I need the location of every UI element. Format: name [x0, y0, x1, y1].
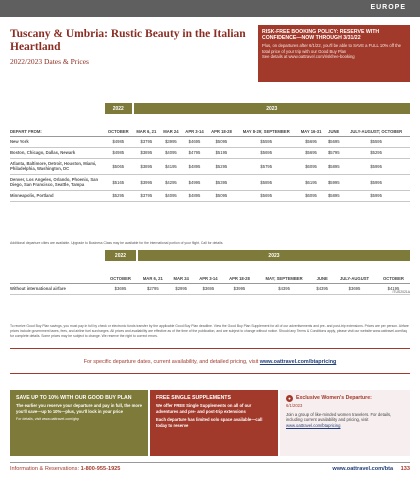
column-header: OCTOBER — [377, 261, 410, 283]
price-cell: $5295 — [104, 190, 133, 201]
single-body: We offer FREE Single Supplements on all of our adventures and pre- and post-trip extensions — [156, 403, 252, 414]
price-cell: $4795 — [182, 147, 207, 158]
price-cell: $5295 — [342, 147, 410, 158]
price-cell: $3995 — [160, 136, 182, 147]
good-buy-plan-box — [10, 390, 148, 456]
price-cell: $3995 — [133, 174, 161, 190]
price-cell: $2795 — [137, 283, 169, 294]
price-table-with-airfare — [10, 103, 410, 202]
column-header: APR 18-28 — [223, 261, 256, 283]
departure-city: New York — [10, 136, 104, 147]
price-cell: $6095 — [297, 190, 325, 201]
column-header: JUNE — [325, 114, 342, 136]
column-header: MAR 6, 21 — [133, 114, 161, 136]
price-cell: $5995 — [325, 174, 342, 190]
price-cell: $3895 — [133, 147, 161, 158]
column-header: JULY-AUGUST; OCTOBER — [342, 114, 410, 136]
section-bar — [0, 0, 420, 17]
page-footer — [10, 462, 410, 472]
single-body-2: Each departure has limited solo space available—call today to reserve — [156, 417, 263, 428]
womens-link[interactable]: www.oattravel.com/btapricing — [286, 422, 341, 428]
table1-footnote: Additional departure cities are available. Upgrade to Business Class may be available for the international portion of your flight. Call for details. — [10, 241, 224, 245]
price-cell: $5395 — [207, 174, 235, 190]
good-buy-link[interactable]: For details, visit www.oattravel.com/gbp — [16, 417, 80, 422]
promo-link[interactable]: See details at www.oattravel.com/riskfree-booking — [262, 54, 355, 60]
table-row — [10, 283, 410, 294]
page-number: 133 — [400, 466, 410, 472]
price-cell: $5595 — [236, 136, 297, 147]
column-header: MAY 8-29; SEPTEMBER — [236, 114, 297, 136]
price-cell: $5895 — [236, 174, 297, 190]
info-label: Information & Reservations: — [10, 466, 80, 472]
price-table-without-airfare — [10, 250, 410, 295]
pricing-cta — [10, 348, 410, 374]
price-cell: $5065 — [104, 158, 133, 174]
price-cell: $3695 — [104, 283, 137, 294]
footer-url[interactable]: www.oattravel.com/bta — [332, 466, 394, 472]
price-cell: $3895 — [133, 158, 161, 174]
price-cell: $4985 — [104, 136, 133, 147]
good-buy-body: The earlier you reserve your departure and pay in full, the more you'll save—up to 10%—plus, you'll lock in your price — [16, 403, 142, 414]
price-cell: $5095 — [207, 136, 235, 147]
section-label: EUROPE — [370, 4, 406, 11]
column-header: JUNE — [312, 261, 332, 283]
table-row — [10, 190, 410, 201]
price-cell: $4095 — [160, 190, 182, 201]
column-header: APR 3-14 — [182, 114, 207, 136]
price-cell: $6095 — [297, 158, 325, 174]
price-cell: $4695 — [182, 136, 207, 147]
single-supplement-box — [150, 390, 278, 456]
price-cell: $5795 — [325, 147, 342, 158]
column-header: OCTOBER — [104, 114, 133, 136]
price-cell: $5695 — [297, 147, 325, 158]
price-cell: $4195 — [160, 158, 182, 174]
departure-city: Atlanta, Baltimore, Detroit, Houston, Miami, Philadelphia, Washington, DC — [10, 158, 104, 174]
price-cell: $5895 — [325, 190, 342, 201]
price-cell: $5295 — [207, 158, 235, 174]
price-cell: $4095 — [160, 147, 182, 158]
price-cell: $3795 — [133, 190, 161, 201]
price-cell: $4985 — [104, 147, 133, 158]
location-pin-icon: ● — [286, 395, 293, 402]
price-cell: $5995 — [342, 174, 410, 190]
year-header-2023: 2023 — [133, 103, 410, 114]
table-row — [10, 158, 410, 174]
price-cell: $5695 — [297, 136, 325, 147]
year-header-2022: 2022 — [104, 103, 133, 114]
promo-body: Plus, on departures after 6/1/22, you'll be able to SAVE a FULL 10% off the total price of your trip with our Good Buy Plan — [262, 43, 401, 54]
column-header: MAR 24 — [169, 261, 194, 283]
price-cell: $5695 — [236, 190, 297, 201]
price-cell: $3995 — [223, 283, 256, 294]
column-header: MAR 6, 21 — [137, 261, 169, 283]
table-row — [10, 136, 410, 147]
womens-body: Join a group of like-minded women travelers. For details, including current availability and pricing, visit — [286, 411, 392, 423]
depart-from-header: DEPART FROM: — [10, 114, 104, 136]
price-cell: $5995 — [342, 190, 410, 201]
risk-free-promo-box — [258, 25, 410, 82]
page-subtitle: 2022/2023 Dates & Prices — [10, 57, 89, 66]
price-cell: $3695 — [194, 283, 223, 294]
price-cell: $5995 — [342, 158, 410, 174]
phone-number[interactable]: 1-800-955-1925 — [80, 466, 121, 472]
departure-city: Denver, Los Angeles, Orlando, Phoenix, San Diego, San Francisco, Seattle, Tampa — [10, 174, 104, 190]
price-cell: $3795 — [133, 136, 161, 147]
price-cell: $5895 — [325, 158, 342, 174]
price-cell: $2995 — [169, 283, 194, 294]
price-cell: $4395 — [256, 283, 313, 294]
column-header: APR 3-14 — [194, 261, 223, 283]
price-cell: $5195 — [207, 147, 235, 158]
price-cell: $4895 — [182, 158, 207, 174]
womens-heading: Exclusive Women's Departure: — [296, 395, 372, 401]
table2-footnote: ITUS2021A — [392, 290, 410, 294]
womens-departure-box — [280, 390, 410, 456]
price-cell: $4195 — [377, 283, 410, 294]
table-row — [10, 174, 410, 190]
column-header: MAR 24 — [160, 114, 182, 136]
year-header-2023: 2023 — [137, 250, 410, 261]
price-cell: $5795 — [236, 158, 297, 174]
page-title: Tuscany & Umbria: Rustic Beauty in the Italian Heartland — [10, 28, 246, 53]
row-label: Without international airfare — [10, 283, 104, 294]
good-buy-heading: SAVE UP TO 10% WITH OUR GOOD BUY PLAN — [16, 395, 132, 401]
column-header: APR 18-28 — [207, 114, 235, 136]
price-cell: $4395 — [312, 283, 332, 294]
promo-heading: RISK-FREE BOOKING POLICY: RESERVE WITH CONFIDENCE—NOW THROUGH 3/31/22 — [262, 29, 380, 42]
price-cell: $4295 — [160, 174, 182, 190]
table-row — [10, 147, 410, 158]
departure-city: Boston, Chicago, Dallas, Newark — [10, 147, 104, 158]
year-header-2022: 2022 — [104, 250, 137, 261]
price-cell: $5595 — [342, 136, 410, 147]
column-header: OCTOBER — [104, 261, 137, 283]
price-cell: $4895 — [182, 190, 207, 201]
pricing-terms-note: To receive Good Buy Plan savings, you must pay in full by check or electronic funds transfer by the applicable Good Buy Plan deadline. View the Good Buy Plan Supplement for all of our advertisements and pre- and post-trip extensions. Prices are per person. Airfare prices include government taxes, fees, and airline fuel surcharges. All prices and availability are effective as of the time of the publication, and are subject to change without notice. Should any Terms & Conditions apply, please visit our website www.oattravel.com/faq for complete details. Some prices may be subject to change. We reserve the right to correct errors. — [10, 324, 409, 338]
price-cell: $5695 — [325, 136, 342, 147]
price-cell: $5695 — [236, 147, 297, 158]
womens-date: 6/1/2023 — [286, 403, 303, 409]
cta-link[interactable]: www.oattravel.com/btapricing — [259, 359, 337, 365]
column-header: JULY-AUGUST — [332, 261, 377, 283]
price-cell: $3695 — [332, 283, 377, 294]
price-cell: $6195 — [297, 174, 325, 190]
price-cell: $4995 — [182, 174, 207, 190]
single-heading: FREE SINGLE SUPPLEMENTS — [156, 395, 231, 401]
cta-text: For specific departure dates, current availability, and detailed pricing, visit — [83, 359, 259, 365]
departure-city: Minneapolis, Portland — [10, 190, 104, 201]
price-cell: $5095 — [207, 190, 235, 201]
column-header: MAY 16-31 — [297, 114, 325, 136]
price-cell: $5165 — [104, 174, 133, 190]
column-header: MAY; SEPTEMBER — [256, 261, 313, 283]
